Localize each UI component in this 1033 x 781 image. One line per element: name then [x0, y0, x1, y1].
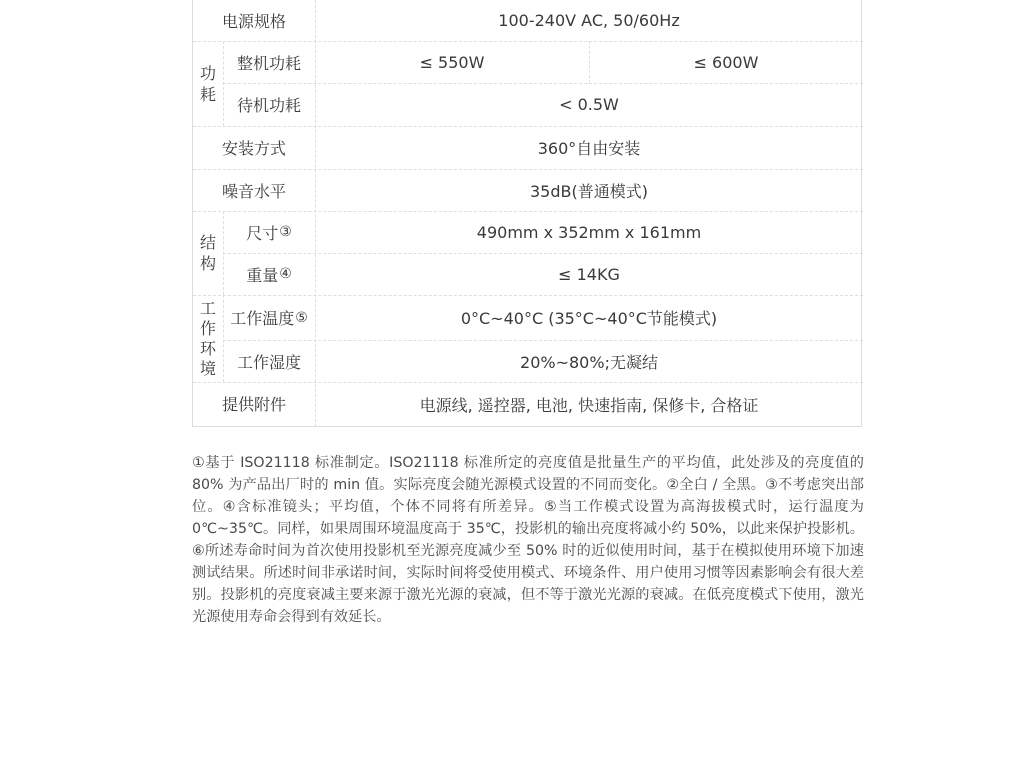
power-consumption-group-label — [193, 41, 223, 126]
footnote-mark: ④ — [279, 266, 292, 282]
power-spec-label: 电源规格 — [221, 12, 286, 31]
full-power-value-b: ≤ 600W — [693, 52, 759, 72]
size-label: 尺寸 ③ — [246, 223, 292, 243]
group-label-char: 环 — [199, 338, 216, 358]
group-label-char: 耗 — [199, 84, 216, 104]
weight-value: ≤ 14KG — [558, 264, 620, 284]
group-label-char: 作 — [199, 318, 216, 338]
humidity-value: 20%~80%;无凝结 — [520, 352, 658, 372]
standby-power-value: < 0.5W — [559, 95, 619, 114]
group-label-char: 结 — [199, 233, 216, 252]
footnote-text: ①基于 ISO21118 标准制定。ISO21118 标准所定的亮度值是批量生产的平均值，此处涉及的亮度值的 80% 为产品出厂时的 min 值。实际亮度会随光源模式设置的不同而变化。②全白 / 全黑。③不考虑突出部位。④含标准镜头；平均值，个体不同将有所差异。⑤当工作模式设置为高海拔模式时，运行温度为 0℃~35℃。同样，如果周围环境温度高于 35℃，投影机的输出亮度将减小约 50%，以此来保护投影机。⑥所述寿命时间为首次使用投影机至光源亮度减少至 50% 时的近似使用时间，基于在模拟使用环境下加速测试结果。所述时间非承诺时间，实际时间将受使用模式、环境条件、用户使用习惯等因素影响会有很大差别。投影机的亮度衰减主要来源于激光光源的衰减，但不等于激光光源的衰减。在低亮度模式下使用，激光光源使用寿命会得到有效延长。 — [192, 455, 864, 625]
footnote-mark: ⑤ — [295, 309, 308, 326]
power-spec-value: 100-240V AC, 50/60Hz — [498, 11, 680, 30]
temperature-value: 0°C~40°C (35°C~40°C节能模式) — [460, 309, 718, 328]
humidity-label: 工作湿度 — [236, 352, 301, 372]
group-label-char: 境 — [199, 358, 216, 378]
installation-label: 安装方式 — [221, 139, 286, 158]
temperature-label: 工作温度 ⑤ — [230, 309, 308, 328]
accessories-label: 提供附件 — [221, 395, 286, 414]
installation-value: 360°自由安装 — [537, 139, 641, 158]
environment-group-label — [193, 295, 223, 382]
group-label-char: 功 — [199, 63, 216, 83]
spec-table — [192, 0, 862, 427]
group-label-char: 构 — [199, 254, 216, 273]
noise-value: 35dB(普通模式) — [530, 181, 648, 201]
size-value: 490mm x 352mm x 161mm — [476, 222, 702, 242]
noise-label: 噪音水平 — [221, 181, 286, 201]
weight-label: 重量 ④ — [246, 265, 292, 285]
full-power-value-a: ≤ 550W — [419, 52, 485, 72]
full-power-label: 整机功耗 — [236, 53, 301, 73]
structure-group-label — [193, 211, 223, 295]
standby-power-label: 待机功耗 — [236, 96, 301, 115]
group-label-char: 工 — [199, 298, 216, 318]
accessories-value: 电源线, 遥控器, 电池, 快速指南, 保修卡, 合格证 — [419, 396, 759, 415]
footnote-mark: ③ — [279, 224, 292, 240]
